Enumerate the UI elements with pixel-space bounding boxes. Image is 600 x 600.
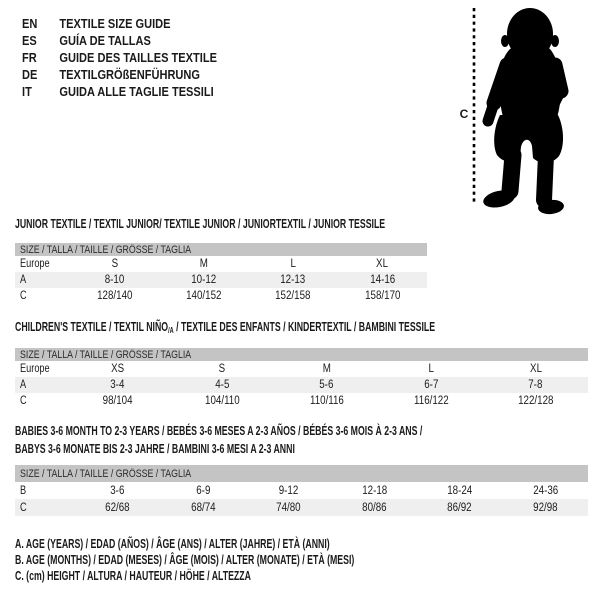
table-header-row — [15, 465, 588, 482]
section-title-junior — [15, 215, 544, 233]
size-cell: 62/68 — [105, 501, 130, 514]
language-row — [22, 66, 217, 83]
row-label: A — [20, 274, 27, 286]
size-cell: 14-16 — [369, 274, 395, 286]
table-row — [15, 361, 588, 377]
row-label: C — [20, 290, 27, 302]
size-cell: XL — [376, 258, 389, 270]
language-label: GUIDA ALLE TAGLIE TESSILI — [59, 84, 214, 99]
size-cell: 24-36 — [532, 484, 558, 497]
size-cell: M — [322, 363, 331, 375]
size-cell: 3-4 — [110, 379, 125, 391]
size-cell: 92/98 — [533, 501, 558, 514]
language-row — [22, 83, 217, 100]
size-cell: 6-7 — [424, 379, 439, 391]
figure-height-label: C — [459, 107, 469, 121]
language-label: TEXTILGRÖßENFÜHRUNG — [59, 67, 200, 82]
babies-size-table — [15, 465, 588, 516]
size-cell: XS — [110, 363, 124, 375]
section-title-text: JUNIOR TEXTILE / TEXTIL JUNIOR/ TEXTILE JUNIOR / JUNIORTEXTIL / JUNIOR TESSILE — [15, 217, 386, 231]
size-cell: 128/140 — [96, 290, 133, 302]
size-cell: 116/122 — [413, 395, 449, 407]
table-row — [15, 272, 427, 288]
language-row — [22, 49, 217, 66]
children-size-table — [15, 348, 588, 409]
size-cell: 6-9 — [196, 484, 211, 497]
language-code: DE — [22, 67, 38, 82]
size-cell: 5-6 — [319, 379, 334, 391]
size-cell: 12-18 — [361, 484, 387, 497]
size-cell: S — [111, 258, 118, 270]
size-cell: 10-12 — [191, 274, 217, 286]
row-label: Europe — [20, 363, 50, 375]
size-cell: 140/152 — [186, 290, 222, 302]
size-cell: M — [199, 258, 208, 270]
table-row — [15, 393, 588, 409]
language-code: ES — [22, 33, 37, 48]
table-header-row — [15, 348, 588, 361]
size-cell: 122/128 — [518, 395, 554, 407]
size-cell: 110/116 — [309, 395, 344, 407]
row-label: C — [20, 501, 27, 514]
language-code: IT — [22, 84, 32, 99]
language-label: GUÍA DE TALLAS — [59, 33, 151, 48]
baby-figure — [452, 3, 587, 215]
size-cell: 7-8 — [528, 379, 543, 391]
language-code: EN — [22, 16, 38, 31]
table-row — [15, 482, 588, 499]
table-header-label: SIZE / TALLA / TAILLE / GRÖSSE / TAGLIA — [20, 467, 192, 480]
section-title-text: BABYS 3-6 MONATE BIS 2-3 JAHRE / BAMBINI 3-6 MESI A 2-3 ANNI — [15, 442, 295, 456]
size-cell: 8-10 — [104, 274, 125, 286]
language-title-list — [22, 15, 251, 100]
table-header-label: SIZE / TALLA / TAILLE / GRÖSSE / TAGLIA — [20, 243, 192, 256]
row-label: C — [20, 395, 27, 407]
table-row — [15, 377, 588, 393]
table-header-row — [15, 243, 427, 256]
size-cell: 74/80 — [276, 501, 301, 514]
table-row — [15, 499, 588, 516]
language-row — [22, 32, 217, 49]
size-cell: 4-5 — [214, 379, 229, 391]
size-cell: 158/170 — [364, 290, 401, 302]
junior-size-table — [15, 243, 427, 304]
language-row — [22, 15, 217, 32]
size-cell: 68/74 — [191, 501, 216, 514]
size-cell: 9-12 — [278, 484, 299, 497]
size-cell: L — [428, 363, 434, 375]
table-row — [15, 288, 427, 304]
language-label: GUIDE DES TAILLES TEXTILE — [59, 50, 217, 65]
size-cell: 80/86 — [362, 501, 387, 514]
baby-silhouette-shape — [482, 8, 565, 215]
section-title-text: CHILDREN'S TEXTILE / TEXTIL NIÑO/A / TEXTILE DES ENFANTS / KINDERTEXTIL / BAMBINI TESSILE — [15, 320, 436, 335]
size-cell: 98/104 — [102, 395, 133, 407]
footnote-age-years: A. AGE (YEARS) / EDAD (AÑOS) / ÂGE (ANS) / ALTER (JAHRE) / ETÀ (ANNI) — [15, 537, 330, 551]
section-title-children — [15, 318, 600, 340]
size-cell: S — [218, 363, 226, 375]
row-label: B — [20, 484, 27, 497]
footnote-age-months: B. AGE (MONTHS) / EDAD (MESES) / ÂGE (MOIS) / ALTER (MONATE) / ETÀ (MESI) — [15, 553, 355, 567]
baby-silhouette-icon — [452, 3, 587, 215]
table-row — [15, 256, 427, 272]
footnote-height: C. (cm) HEIGHT / ALTURA / HAUTEUR / HÖHE / ALTEZZA — [15, 569, 251, 583]
size-cell: 3-6 — [110, 484, 125, 497]
size-cell: 152/158 — [275, 290, 311, 302]
size-cell: 18-24 — [447, 484, 473, 497]
footnotes — [15, 536, 500, 584]
size-cell: XL — [529, 363, 542, 375]
size-cell: 12-13 — [280, 274, 306, 286]
language-label: TEXTILE SIZE GUIDE — [59, 16, 171, 31]
section-title-text: BABIES 3-6 MONTH TO 2-3 YEARS / BEBÉS 3-6 MESES A 2-3 AÑOS / BÉBÉS 3-6 MOIS À 2-3 ANS / — [15, 424, 423, 438]
language-code: FR — [22, 50, 37, 65]
size-cell: L — [290, 258, 296, 270]
row-label: Europe — [20, 258, 50, 270]
row-label: A — [20, 379, 27, 391]
size-cell: 104/110 — [204, 395, 240, 407]
table-header-label: SIZE / TALLA / TAILLE / GRÖSSE / TAGLIA — [20, 348, 192, 361]
section-title-babies — [15, 422, 597, 458]
size-cell: 86/92 — [447, 501, 472, 514]
